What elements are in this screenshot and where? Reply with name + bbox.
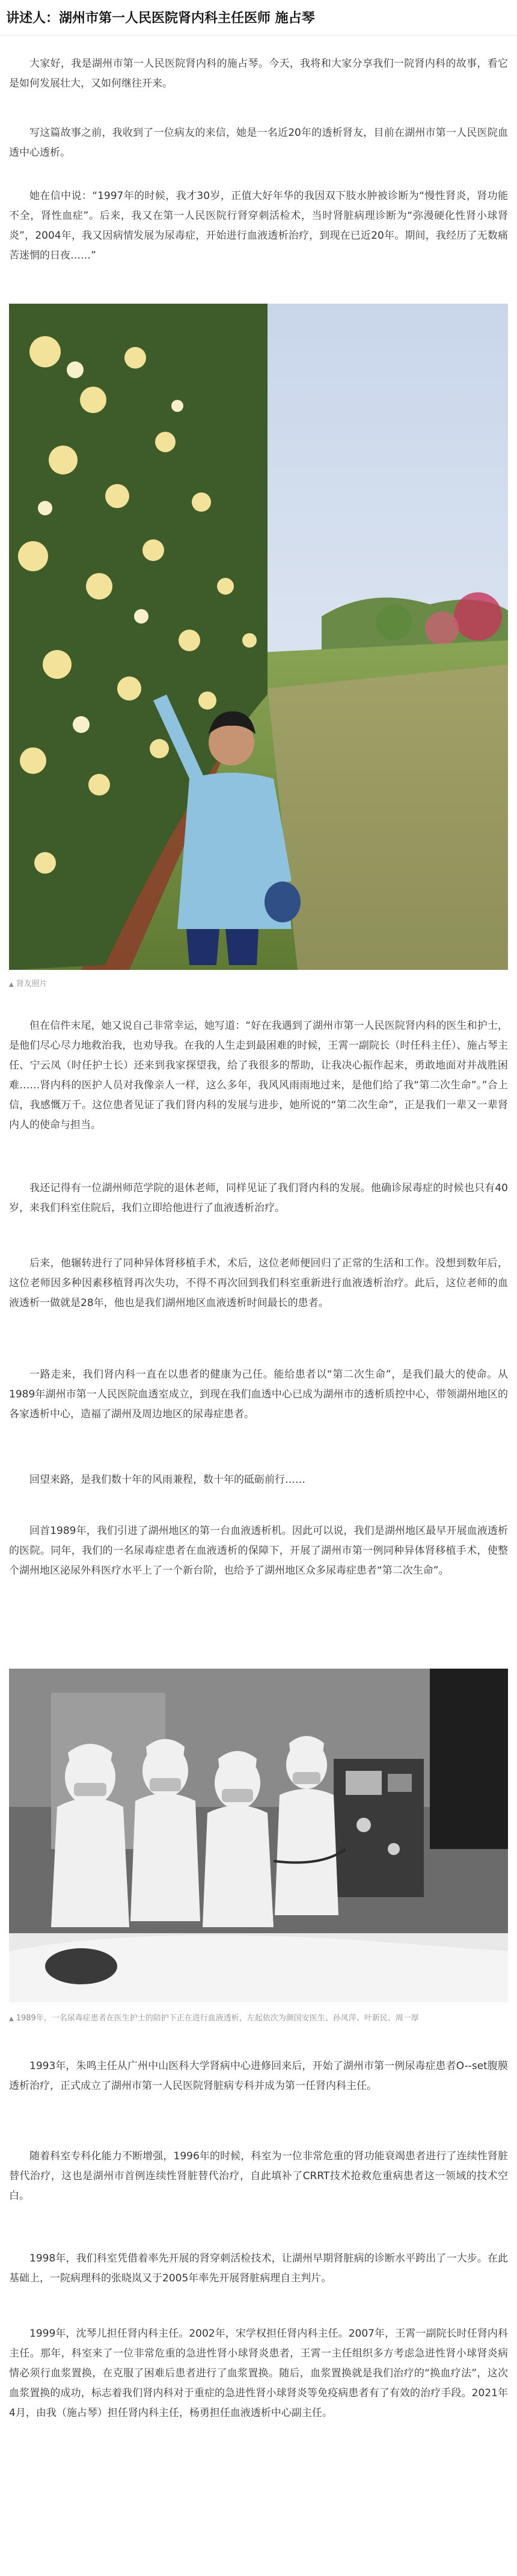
paragraph-retrospect: 回望来路，是我们数十年的风雨兼程，数十年的砥砺前行…… (29, 1474, 305, 1486)
triangle-marker-icon: ▲ (9, 981, 14, 988)
paragraph-letter-quote: 她在信中说：“1997年的时候，我才30岁，正值大好年华的我因双下肢水肿被诊断为“慢性肾炎，肾功能不全，肾性血症”。后来，我又在第一人民医院行肾穿刺活检术，当时肾脏病理诊断为“弥漫硬化性肾小球肾炎”，2004年，我又因病情发展为尿毒症，开始进行血液透析治疗，到现在已近20年。期间，我经历了无数痛苦迷惘的日夜……” (9, 190, 508, 262)
historical-dialysis-illustration (9, 1669, 508, 2002)
historical-dialysis-photo (9, 1669, 508, 2002)
paragraph-retired-teacher: 我还记得有一位湖州师范学院的退休老师，同样见证了我们肾内科的发展。他确诊尿毒症的时候也只有40岁，来我们科室住院后，我们立即给他进行了血液透析治疗。 (9, 1182, 508, 1214)
paragraph-mission: 一路走来，我们肾内科一直在以患者的健康为己任。能给患者以“第二次生命”，是我们最大的使命。从1989年湖州市第一人民医院血透室成立，到现在我们血透中心已成为湖州市的透析质控中心，带领湖州地区的各家透析中心，造福了湖州及周边地区的尿毒症患者。 (9, 1369, 508, 1420)
historical-photo-caption-text: 1989年，一名尿毒症患者在医生护士的陪护下正在进行血液透析，左起依次为颜国安医生、孙凤萍、叶新民、周一厚 (16, 2014, 419, 2023)
paragraph-1998: 1998年，我们科室凭借着率先开展的肾穿刺活检技术，让湖州早期肾脏病的诊断水平跨出了一大步。在此基础上，一院病理科的张晓岚又于2005年率先开展肾脏病理自主判片。 (9, 2252, 508, 2284)
paragraph-1996: 随着科室专科化能力不断增强，1996年的时候，科室为一位非常危重的肾功能衰竭患者进行了连续性肾脏替代治疗，这也是湖州市首例连续性肾脏替代治疗，自此填补了CRRT技术抢救危重病患者这一领域的技术空白。 (9, 2150, 508, 2202)
patient-photo (9, 304, 508, 970)
paragraph-letter-intro: 写这篇故事之前，我收到了一位病友的来信，她是一名近20年的透析肾友，目前在湖州市第一人民医院血透中心透析。 (9, 127, 508, 159)
paragraph-transplant: 后来，他辗转进行了同种异体肾移植手术，术后，这位老师便回归了正常的生活和工作。没想到数年后，这位老师因多种因素移植肾再次失功，不得不再次回到我们科室重新进行血液透析治疗。此后，这位老师的血液透析一做就是28年，他也是我们湖州地区血液透析时间最长的患者。 (9, 1257, 508, 1309)
patient-photo-caption-text: 肾友照片 (16, 980, 47, 989)
paragraph-intro: 大家好，我是湖州市第一人民医院肾内科的施占琴。今天，我将和大家分享我们一院肾内科的故事，看它是如何发展壮大，又如何继往开来。 (9, 58, 508, 90)
triangle-marker-icon: ▲ (9, 2016, 14, 2022)
paragraph-1989: 回首1989年，我们引进了湖州地区的第一台血液透析机。因此可以说，我们是湖州地区最早开展血液透析的医院。同年，我们的一名尿毒症患者在血液透析的保障下，开展了湖州市第一例同种异体肾移植手术，使整个湖州地区泌尿外科医疗水平上了一个新台阶，也给予了湖州地区众多尿毒症患者“第二次生命”。 (9, 1525, 508, 1577)
article-author-line: 讲述人：湖州市第一人民医院肾内科主任医师 施占琴 (6, 11, 315, 26)
paragraph-letter-ending: 但在信件末尾，她又说自己非常幸运，她写道：“好在我遇到了湖州市第一人民医院肾内科的医生和护士，是他们尽心尽力地救治我，也劝导我。在我的人生走到最困难的时候，王霄一副院长（时任科主任）、施占琴主任、宁云凤（时任护士长）还来到我家探望我，给了我很多的帮助，让我决心振作起来，勇敢地面对并战胜困难……肾内科的医护人员对我像亲人一样，这么多年，我风风雨雨地过来，是他们给了我“第二次生命”。”合上信，我感慨万千。这位患者见证了我们肾内科的发展与进步，她所说的“第二次生命”，正是我们一辈又一辈肾内人的使命与担当。 (9, 1020, 508, 1131)
paragraph-1999: 1999年，沈琴儿担任肾内科主任。2002年，宋学权担任肾内科主任。2007年，王霄一副院长时任肾内科主任。那年，科室来了一位非常危重的急进性肾小球肾炎患者，王霄一主任组织多方考虑急进性肾小球肾炎病情必须行血浆置换，在克服了困难后患者进行了血浆置换。随后，血浆置换就是我们治疗的“换血疗法”，这次血浆置换的成功，标志着我们肾内科对于重症的急进性肾小球肾炎等免疫病患者有了有效的治疗手段。2021年4月，由我（施占琴）担任肾内科主任，杨勇担任血液透析中心副主任。 (9, 2328, 508, 2419)
paragraph-1993: 1993年，朱鸣主任从广州中山医科大学肾病中心进修回来后，开始了湖州市第一例尿毒症患者O--set腹膜透析治疗，正式成立了湖州市第一人民医院肾脏病专科并成为第一任肾内科主任。 (9, 2060, 508, 2092)
patient-photo-illustration (9, 304, 508, 970)
patient-photo-caption (9, 977, 508, 992)
historical-photo-caption (9, 2011, 508, 2026)
